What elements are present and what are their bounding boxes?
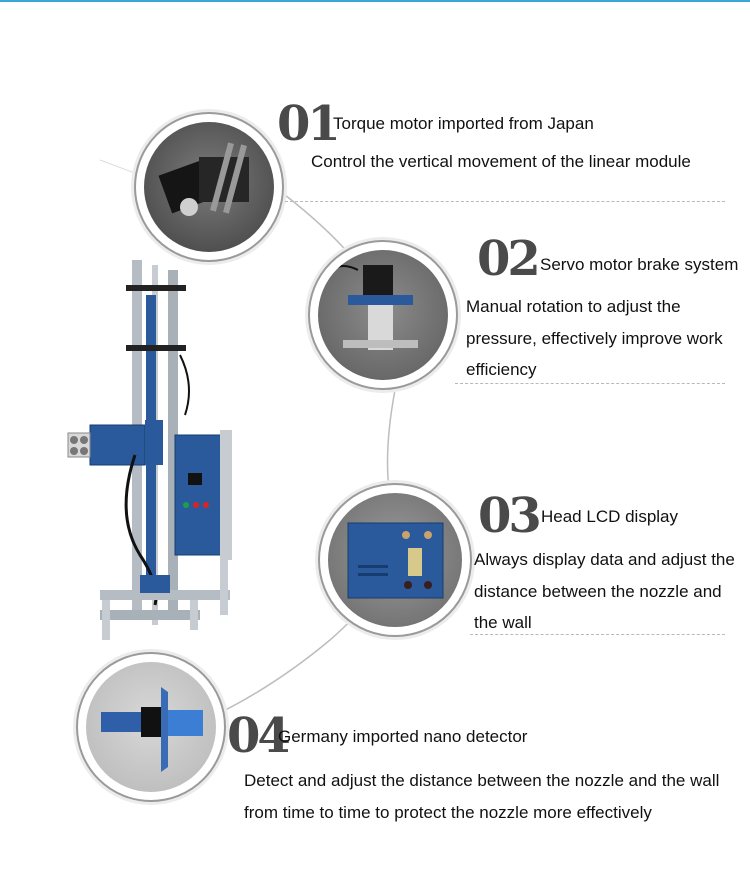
feature-04-title: Germany imported nano detector <box>278 727 528 746</box>
feature-04-description: Detect and adjust the distance between the nozzle and the wall from time to time to protect the nozzle more effectively <box>244 771 720 822</box>
feature-02-number: 02 <box>477 231 538 287</box>
feature-01-title: Torque motor imported from Japan <box>333 114 594 133</box>
torque-motor-icon <box>144 122 274 252</box>
feature-02-image <box>308 240 458 390</box>
nano-detector-icon <box>86 662 216 792</box>
feature-02-description: Manual rotation to adjust the pressure, effectively improve work efficiency <box>466 297 723 379</box>
feature-03-description: Always display data and adjust the distance between the nozzle and the wall <box>474 550 735 632</box>
feature-02-divider <box>455 383 725 384</box>
feature-03-title: Head LCD display <box>541 507 679 526</box>
top-accent-line <box>0 0 750 2</box>
feature-01-number: 01 <box>277 96 338 152</box>
lcd-display-icon <box>328 493 462 627</box>
feature-04-number: 04 <box>227 708 288 764</box>
print-head <box>90 425 145 465</box>
feature-02-title: Servo motor brake system <box>540 255 739 274</box>
feature-01-image <box>134 112 284 262</box>
feature-04-image <box>76 652 226 802</box>
machine-illustration <box>60 255 240 655</box>
feature-03-number: 03 <box>478 488 539 544</box>
feature-01-divider <box>285 201 725 202</box>
feature-03-divider <box>470 634 725 635</box>
feature-01-description: Control the vertical movement of the linear module <box>311 152 691 171</box>
feature-03-image <box>318 483 472 637</box>
control-cabinet <box>175 435 225 555</box>
servo-motor-icon <box>318 250 448 380</box>
